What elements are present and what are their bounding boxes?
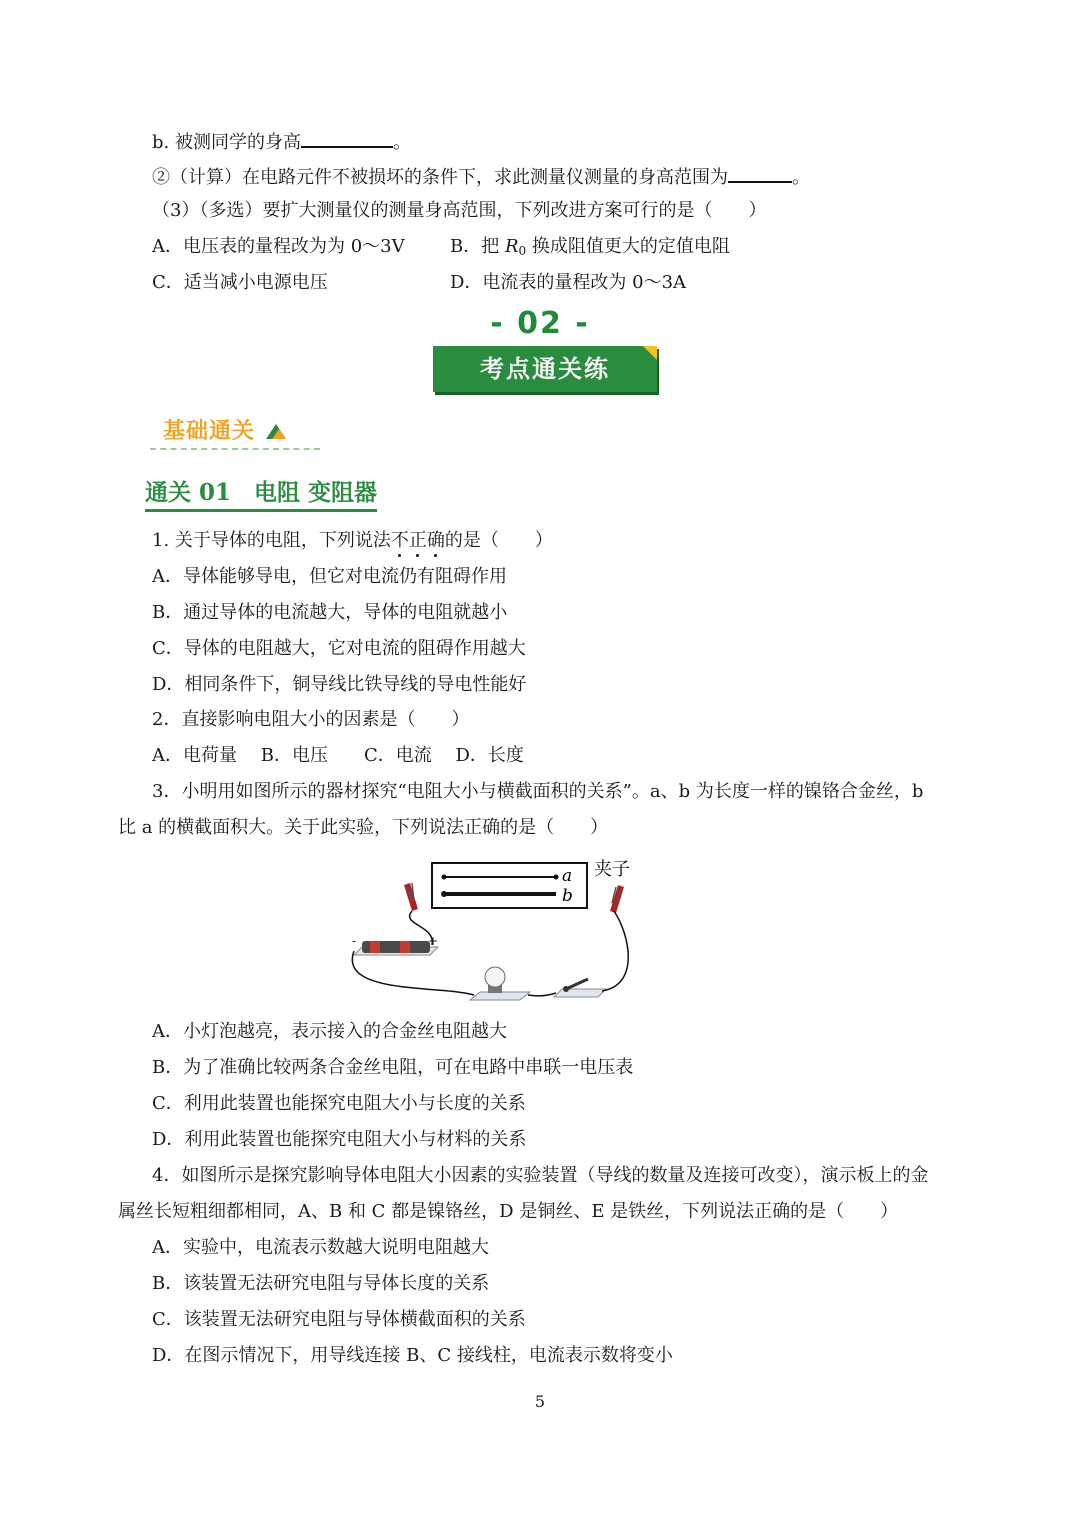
q1-stem-suffix: 的是（ ）: [444, 530, 553, 551]
q3-option-b: [450, 235, 730, 263]
right-clip-icon: [610, 885, 624, 913]
q1-option-a: A．导体能够导电，但它对电流仍有阻碍作用: [152, 566, 507, 587]
mountain-icon: [264, 422, 288, 440]
q3-option-a: A．电压表的量程改为为 0～3V: [152, 236, 405, 257]
wire-bottom-mid: [528, 993, 556, 996]
q1-stem-prefix: 1. 关于导体的电阻，下列说法: [152, 530, 391, 551]
basic-level-label: [163, 414, 288, 445]
q4-stem-line1: 4．如图所示是探究影响导体电阻大小因素的实验装置（导线的数量及连接可改变），演示板上的金: [152, 1165, 929, 1186]
q3-option-b-text: 换成阻值更大的定值电阻: [526, 236, 730, 257]
q-b-end: 。: [392, 132, 411, 153]
q-b-line: [152, 128, 411, 155]
answer-blank[interactable]: [301, 128, 393, 148]
pass-heading: 通关 01 电阻 变阻器: [145, 474, 377, 512]
q1-option-d: D．相同条件下，铜导线比铁导线的导电性能好: [152, 674, 527, 695]
q-calc-line: [152, 163, 810, 190]
q1-option-b: B．通过导体的电流越大，导体的电阻就越小: [152, 602, 508, 623]
q3-option-b-R: R: [504, 236, 519, 257]
q-calc-label: ②（计算）在电路元件不被损坏的条件下，求此测量仪测量的身高范围为: [152, 167, 728, 188]
q4-option-a: A．实验中，电流表示数越大说明电阻越大: [152, 1237, 489, 1258]
q3-option-c: C．利用此装置也能探究电阻大小与长度的关系: [152, 1093, 526, 1114]
battery-icon: [352, 934, 438, 955]
label-b: b: [562, 886, 573, 906]
q1-stem: [152, 529, 553, 553]
q1-stem-emphasis: [391, 530, 445, 551]
q-b-label: b. 被测同学的身高: [152, 132, 301, 153]
battery-minus: -: [352, 934, 357, 948]
basic-level-text: 基础通关: [163, 419, 256, 444]
emphasis-char: 不: [390, 530, 409, 551]
q4-option-c: C．该装置无法研究电阻与导体横截面积的关系: [152, 1309, 526, 1330]
q4-option-b: B．该装置无法研究电阻与导体长度的关系: [152, 1273, 490, 1294]
q3-option-b: B．为了准确比较两条合金丝电阻，可在电路中串联一电压表: [152, 1057, 634, 1078]
label-clip: 夹子: [594, 859, 630, 880]
wire-a-end: [554, 875, 559, 880]
banner-corner-icon: [643, 346, 657, 360]
q4-option-d: D．在图示情况下，用导线连接 B、C 接线柱，电流表示数将变小: [152, 1345, 673, 1366]
divider: [150, 448, 320, 450]
bulb-icon: [470, 967, 530, 1000]
wire-right: [602, 911, 628, 991]
q2-options: A．电荷量 B．电压 C．电流 D．长度: [152, 745, 524, 766]
q4-stem-line2: 属丝长短粗细都相同，A、B 和 C 都是镍铬丝，D 是铜丝、E 是铁丝，下列说法正确的是（ ）: [118, 1201, 899, 1222]
page-number: 5: [534, 1392, 546, 1411]
switch-icon: [554, 979, 606, 997]
section-title: 考点通关练: [480, 355, 610, 383]
q2-stem: 2．直接影响电阻大小的因素是（ ）: [152, 709, 470, 730]
q3-option-b-prefix: B．把: [450, 236, 505, 257]
q3-stem-line1: 3．小明用如图所示的器材探究“电阻大小与横截面积的关系”。a、b 为长度一样的镍铬合金丝，b: [152, 781, 924, 802]
q3-option-d: D．利用此装置也能探究电阻大小与材料的关系: [152, 1129, 527, 1150]
q3-multi-stem: （3）（多选）要扩大测量仪的测量身高范围，下列改进方案可行的是（ ）: [152, 200, 767, 221]
circuit-figure: [340, 855, 660, 1005]
wire-b-start: [441, 891, 447, 897]
q3-option-a: A．小灯泡越亮，表示接入的合金丝电阻越大: [152, 1021, 507, 1042]
section-banner: [433, 346, 657, 392]
q1-option-c: C．导体的电阻越大，它对电流的阻碍作用越大: [152, 638, 526, 659]
emphasis-char: 正: [408, 530, 427, 551]
battery-plus: +: [428, 934, 439, 948]
answer-blank[interactable]: [728, 163, 792, 183]
section-number: - 02 -: [490, 306, 590, 341]
q-calc-end: 。: [792, 167, 810, 188]
wire-bottom-left: [352, 951, 474, 995]
left-clip-icon: [404, 883, 418, 911]
q3-stem-line2: 比 a 的横截面积大。关于此实验，下列说法正确的是（ ）: [118, 817, 609, 838]
emphasis-char: 确: [426, 530, 445, 551]
q3-option-c: C．适当减小电源电压: [152, 272, 328, 293]
label-a: a: [562, 866, 573, 886]
wire-a-start: [442, 875, 447, 880]
q3-option-d: D．电流表的量程改为 0～3A: [450, 272, 687, 293]
q3-option-b-sub: 0: [518, 244, 527, 258]
